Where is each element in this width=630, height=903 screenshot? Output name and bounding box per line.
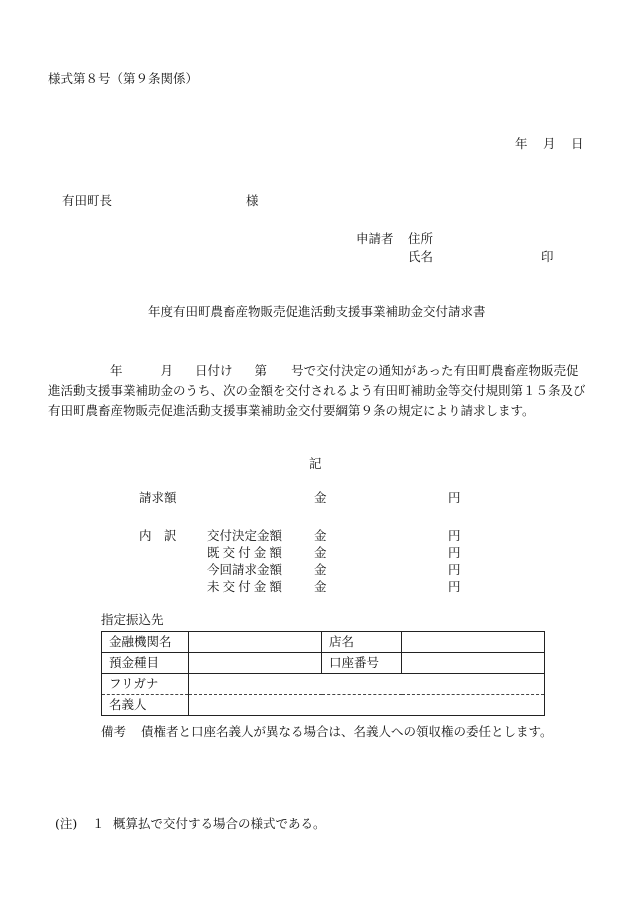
furigana-label: フリガナ [102,674,189,695]
request-amount-yen: 円 [448,490,461,505]
date-year-label: 年 [515,136,528,151]
ki-marker: 記 [309,456,322,471]
applicant-address-label: 住所 [408,231,434,246]
bank-table [101,631,545,716]
document-title: 年度有田町農畜産物販売促進活動支援事業補助金交付請求書 [148,304,486,319]
date-day-label: 日 [571,136,584,151]
breakdown-label: 内 訳 [139,528,177,543]
institution-value[interactable] [189,632,322,653]
breakdown-item-yen: 円 [448,528,461,543]
breakdown-item-kin: 金 [314,528,327,543]
breakdown-item-label: 未交付金額 [207,579,286,594]
institution-label: 金融機関名 [102,632,189,653]
breakdown-item-yen: 円 [448,562,461,577]
holder-label: 名義人 [102,695,189,716]
date-month-label: 月 [543,136,556,151]
table-row [102,695,545,716]
body-dai: 第 [254,363,268,378]
account-number-value[interactable] [402,653,545,674]
addressee-name: 有田町長 [62,193,113,208]
form-number: 様式第８号（第９条関係） [48,71,199,86]
breakdown-item-kin: 金 [314,545,327,560]
branch-value[interactable] [402,632,545,653]
breakdown-item-yen: 円 [448,545,461,560]
bank-heading: 指定振込先 [101,612,164,627]
deposit-type-label: 預金種目 [102,653,189,674]
applicant-label: 申請者 [356,231,394,246]
table-row [102,632,545,653]
breakdown-item-label: 今回請求金額 [207,562,283,577]
request-amount-label: 請求額 [139,490,177,505]
breakdown-item-label: 既交付金額 [207,545,286,560]
body-rest: 号で交付決定の通知があった有田町農畜産物販売促進活動支援事業補助金のうち、次の金額を交付されるよう有田町補助金等交付規則第１５条及び有田町農畜産物販売促進活動支援事業補助金交付要綱第９条の規定により請求します。 [48,363,586,418]
breakdown-item-label: 交付決定金額 [207,528,283,543]
body-month: 月 [160,363,174,378]
remark-text: 債権者と口座名義人が異なる場合は、名義人への領収権の委任とします。 [141,724,553,739]
note-number: １ [92,816,105,831]
remark-label: 備考 [101,724,127,739]
account-number-label: 口座番号 [322,653,402,674]
note-label: (注) [55,816,78,831]
body-year: 年 [110,363,123,378]
table-row [102,653,545,674]
addressee-honorific: 様 [246,193,259,208]
branch-label: 店名 [322,632,402,653]
applicant-name-label: 氏名 [408,249,434,264]
breakdown-item-kin: 金 [314,562,327,577]
breakdown-item-kin: 金 [314,579,327,594]
breakdown-item-yen: 円 [448,579,461,594]
furigana-value[interactable] [189,674,545,695]
body-dated: 日付け [195,363,233,378]
applicant-seal: 印 [541,249,554,264]
holder-value[interactable] [189,695,545,716]
table-row [102,674,545,695]
request-body [48,361,588,421]
note-text: 概算払で交付する場合の様式である。 [113,816,326,831]
deposit-type-value[interactable] [189,653,322,674]
request-amount-kin: 金 [314,490,327,505]
